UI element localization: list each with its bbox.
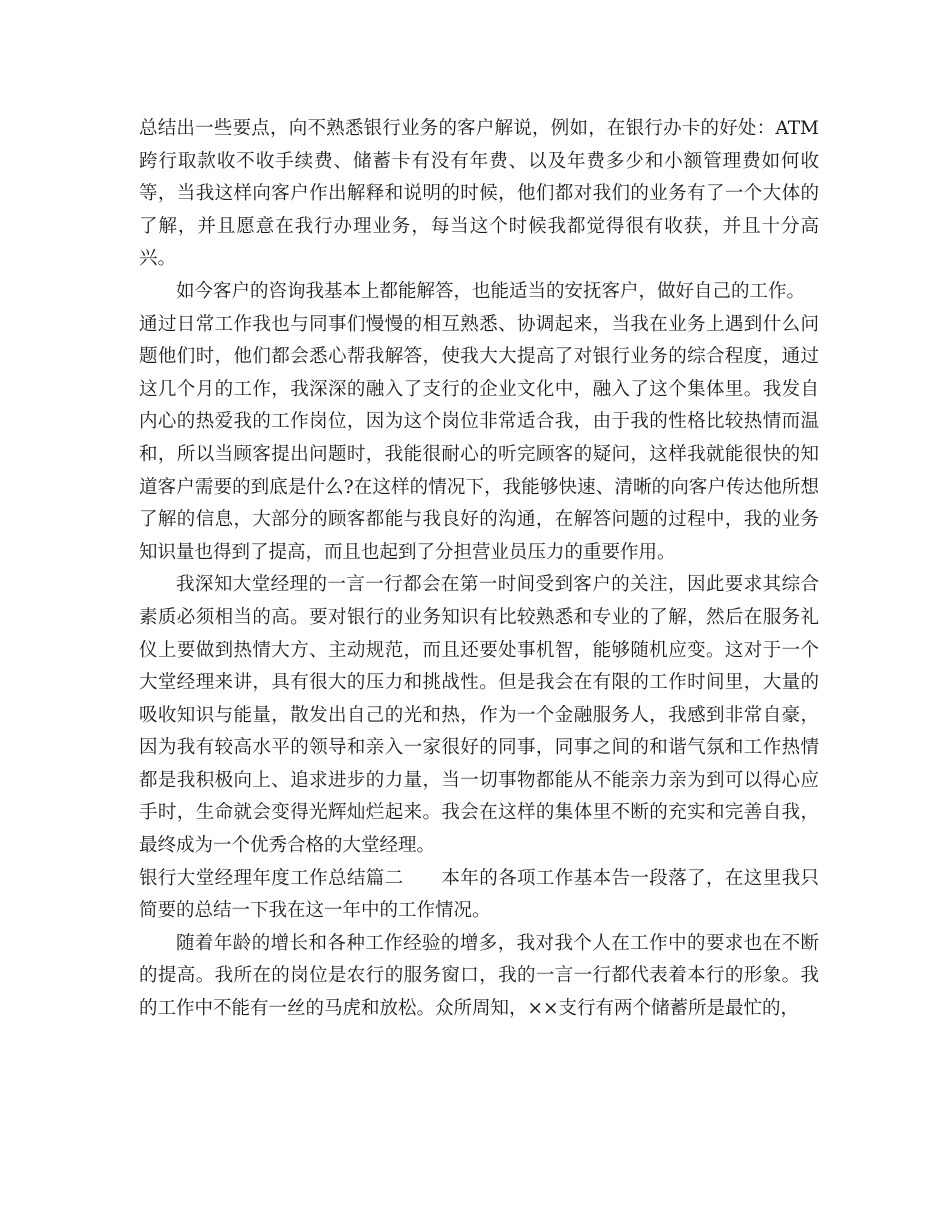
document-body bbox=[139, 113, 819, 1026]
paragraph-2: 如今客户的咨询我基本上都能解答，也能适当的安抚客户，做好自己的工作。 bbox=[176, 280, 806, 302]
paragraph-1: 总结出一些要点，向不熟悉银行业务的客户解说，例如，在银行办卡的好处：ATM跨行取款收不收手续费、储蓄卡有没有年费、以及年费多少和小额管理费如何收等，当我这样向客户作出解释和说明的时候，他们都对我们的业务有了一个大体的了解，并且愿意在我行办理业务，每当这个时候我都觉得很有收获，并且十分高兴。 bbox=[139, 118, 819, 270]
section-heading-paragraph: 银行大堂经理年度工作总结篇二 本年的各项工作基本告一段落了，在这里我只简要的总结一下我在这一年中的工作情况。 bbox=[139, 867, 819, 922]
paragraph-4: 我深知大堂经理的一言一行都会在第一时间受到客户的关注，因此要求其综合素质必须相当的高。要对银行的业务知识有比较熟悉和专业的了解，然后在服务礼仪上要做到热情大方、主动规范，而且还要处事机智，能够随机应变。这对于一个大堂经理来讲，具有很大的压力和挑战性。但是我会在有限的工作时间里，大量的吸收知识与能量，散发出自己的光和热，作为一个金融服务人，我感到非常自豪，因为我有较高水平的领导和亲入一家很好的同事，同事之间的和谐气氛和工作热情都是我积极向上、追求进步的力量，当一切事物都能从不能亲力亲为到可以得心应手时，生命就会变得光辉灿烂起来。我会在这样的集体里不断的充实和完善自我，最终成为一个优秀合格的大堂经理。 bbox=[139, 574, 819, 857]
paragraph-3: 通过日常工作我也与同事们慢慢的相互熟悉、协调起来，当我在业务上遇到什么问题他们时，他们都会悉心帮我解答，使我大大提高了对银行业务的综合程度，通过这几个月的工作，我深深的融入了支行的企业文化中，融入了这个集体里。我发自内心的热爱我的工作岗位，因为这个岗位非常适合我，由于我的性格比较热情而温和，所以当顾客提出问题时，我能很耐心的听完顾客的疑问，这样我就能很快的知道客户需要的到底是什么?在这样的情况下，我能够快速、清晰的向客户传达他所想了解的信息，大部分的顾客都能与我良好的沟通，在解答问题的过程中，我的业务知识量也得到了提高，而且也起到了分担营业员压力的重要作用。 bbox=[139, 313, 819, 563]
paragraph-6: 随着年龄的增长和各种工作经验的增多，我对我个人在工作中的要求也在不断的提高。我所在的岗位是农行的服务窗口，我的一言一行都代表着本行的形象。我的工作中不能有一丝的马虎和放松。众所周知，××支行有两个储蓄所是最忙的， bbox=[139, 932, 819, 1020]
